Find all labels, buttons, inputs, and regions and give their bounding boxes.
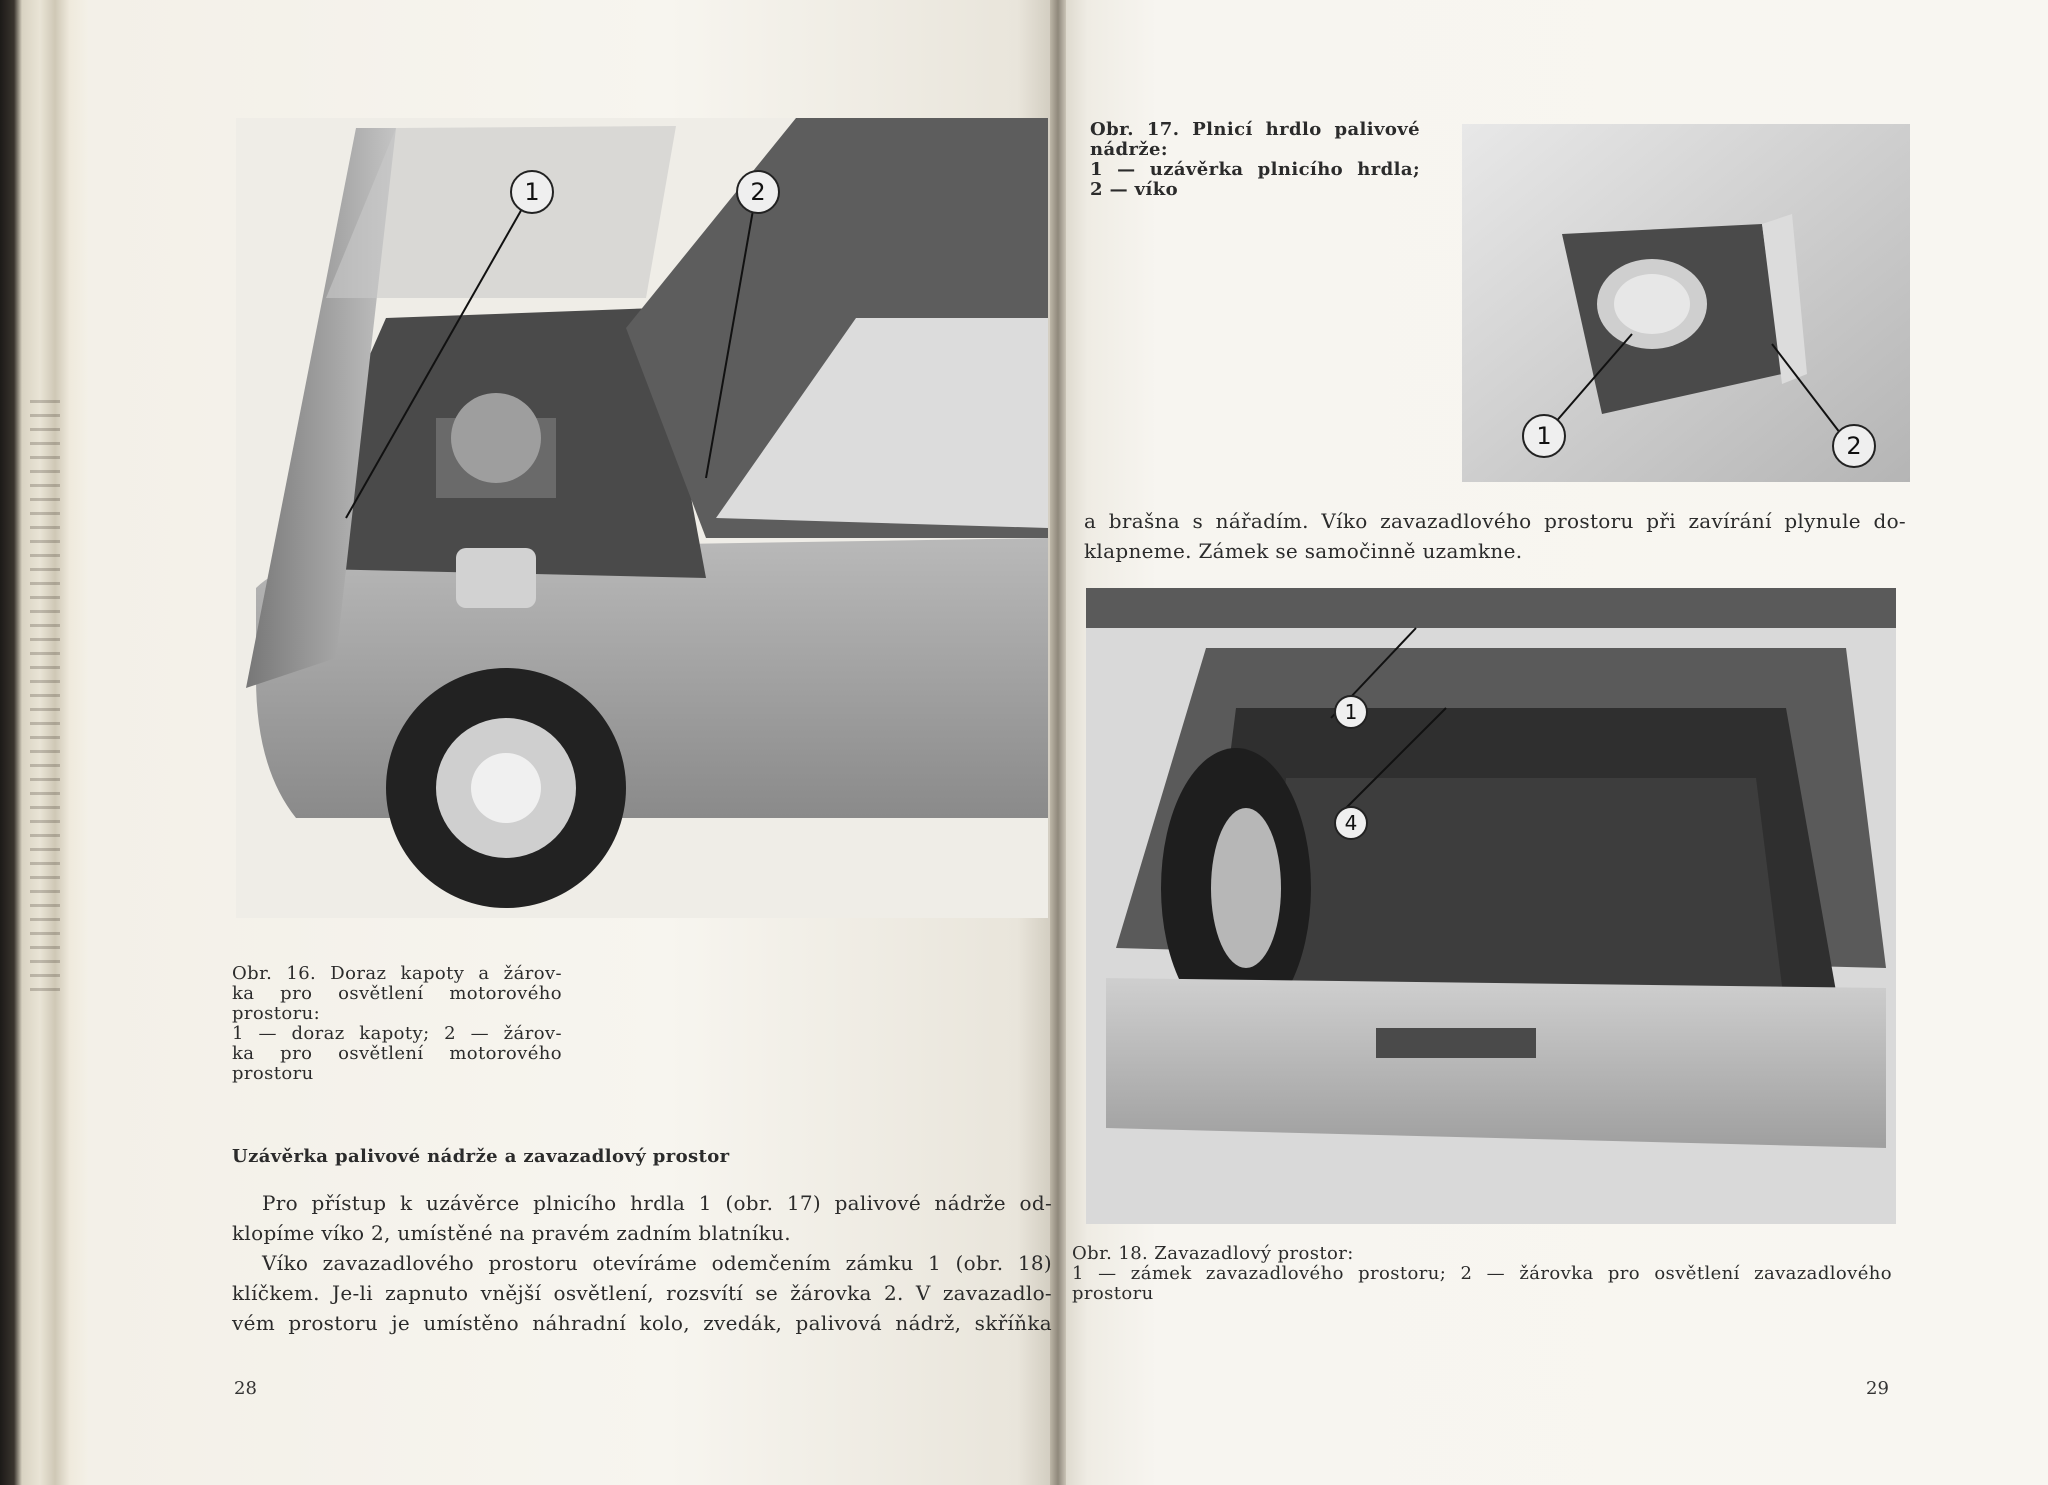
body-line: klíčkem. Je-li zapnuto vnější osvětlení, rozsvítí se žárovka 2. V zavazadlo- bbox=[232, 1281, 1052, 1305]
caption-line: Obr. 16. Doraz kapoty a žárov- bbox=[232, 963, 562, 984]
figure-17-callout-2: 2 bbox=[1832, 424, 1876, 468]
figure-18-callout-4: 4 bbox=[1334, 806, 1368, 840]
book-gutter bbox=[1050, 0, 1066, 1485]
caption-line: 1 — uzávěrka plnicího hrdla; bbox=[1090, 159, 1420, 180]
figure-17-callout-1: 1 bbox=[1522, 414, 1566, 458]
body-line: Víko zavazadlového prostoru otevíráme odemčením zámku 1 (obr. 18) bbox=[262, 1251, 1052, 1275]
figure-18-caption bbox=[1072, 1244, 1892, 1304]
caption-line: prostoru bbox=[232, 1063, 314, 1084]
figure-16-caption bbox=[232, 964, 562, 1084]
body-line: klopíme víko 2, umístěné na pravém zadním blatníku. bbox=[232, 1221, 791, 1245]
body-line: klapneme. Zámek se samočinně uzamkne. bbox=[1084, 539, 1523, 563]
body-line: vém prostoru je umístěno náhradní kolo, zvedák, palivová nádrž, skříňka bbox=[232, 1311, 1052, 1335]
caption-line: 2 — víko bbox=[1090, 179, 1179, 200]
caption-line: nádrže: bbox=[1090, 139, 1168, 160]
caption-line: 1 — doraz kapoty; 2 — žárov- bbox=[232, 1023, 562, 1044]
figure-16-callout-1: 1 bbox=[510, 170, 554, 214]
caption-line: Obr. 18. Zavazadlový prostor: bbox=[1072, 1243, 1354, 1264]
car-engine-illustration bbox=[236, 118, 1048, 918]
caption-line: ka pro osvětlení motorového bbox=[232, 983, 562, 1004]
figure-17-caption bbox=[1090, 120, 1420, 200]
body-line: a brašna s nářadím. Víko zavazadlového prostoru při zavírání plynule do- bbox=[1084, 509, 1906, 533]
page-number-right: 29 bbox=[1866, 1378, 1889, 1399]
body-line: Pro přístup k uzávěrce plnicího hrdla 1 (obr. 17) palivové nádrže od- bbox=[262, 1191, 1052, 1215]
caption-line: Obr. 17. Plnicí hrdlo palivové bbox=[1090, 119, 1420, 140]
book-page-edges bbox=[0, 0, 90, 1485]
car-trunk-illustration bbox=[1086, 588, 1896, 1224]
figure-16-callout-2: 2 bbox=[736, 170, 780, 214]
section-heading: Uzávěrka palivové nádrže a zavazadlový prostor bbox=[232, 1146, 730, 1167]
caption-line: 1 — zámek zavazadlového prostoru; 2 — žárovka pro osvětlení zavazadlového bbox=[1072, 1263, 1892, 1284]
right-body-text bbox=[1084, 506, 1906, 566]
figure-16-photo bbox=[236, 118, 1048, 918]
left-body-text bbox=[232, 1188, 1052, 1338]
caption-line: prostoru: bbox=[232, 1003, 321, 1024]
page-number-left: 28 bbox=[234, 1378, 257, 1399]
figure-18-callout-1: 1 bbox=[1334, 695, 1368, 729]
figure-18-photo bbox=[1086, 588, 1896, 1224]
caption-line: prostoru bbox=[1072, 1283, 1154, 1304]
caption-line: ka pro osvětlení motorového bbox=[232, 1043, 562, 1064]
